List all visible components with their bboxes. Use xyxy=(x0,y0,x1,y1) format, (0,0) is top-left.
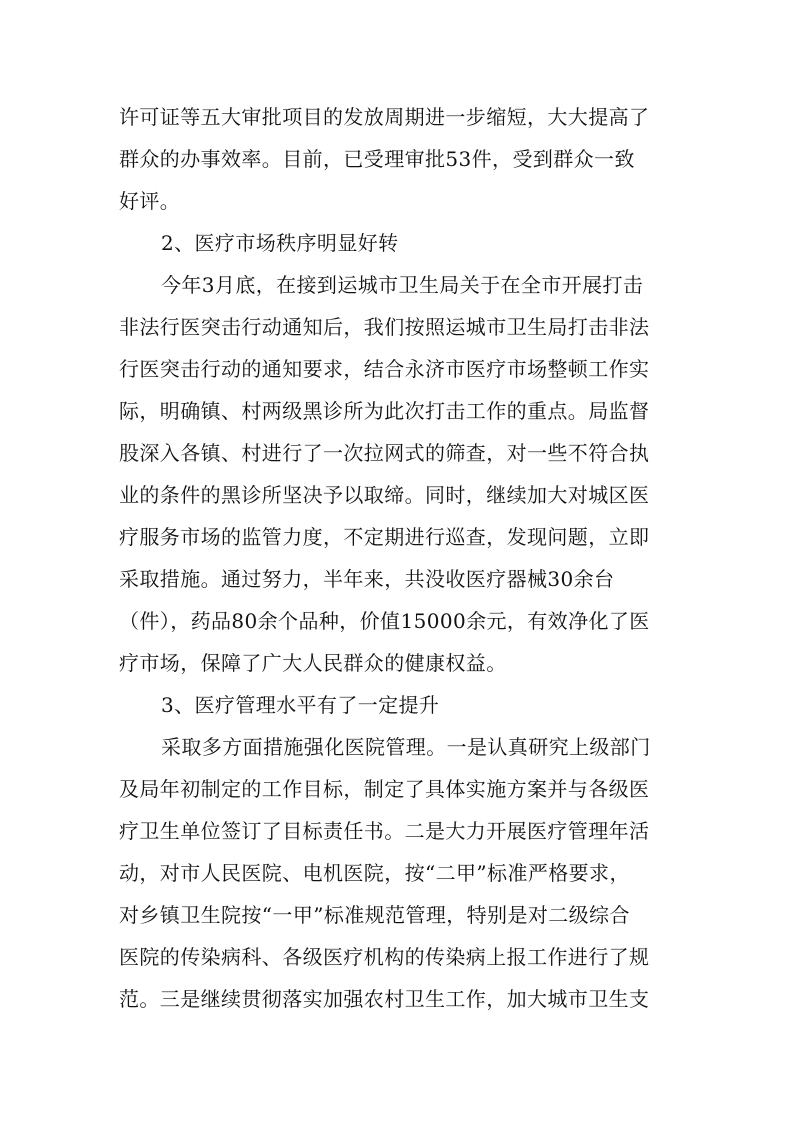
body-text-line: 动，对市人民医院、电机医院，按“二甲”标准严格要求， xyxy=(119,861,630,885)
body-text-line: 群众的办事效率。目前，已受理审批53件，受到群众一致 xyxy=(119,147,635,171)
section-heading-3: 3、医疗管理水平有了一定提升 xyxy=(161,693,440,717)
body-text-line: 采取多方面措施强化医院管理。一是认真研究上级部门 xyxy=(161,735,651,759)
body-text-line: （件），药品80余个品种，价值15000余元，有效净化了医 xyxy=(119,609,650,633)
body-text-line: 及局年初制定的工作目标，制定了具体实施方案并与各级医 xyxy=(119,777,650,801)
body-text-line: 非法行医突击行动通知后，我们按照运城市卫生局打击非法 xyxy=(119,315,650,339)
body-text-line: 对乡镇卫生院按“一甲”标准规范管理，特别是对二级综合 xyxy=(119,903,630,927)
section-heading-2: 2、医疗市场秩序明显好转 xyxy=(161,231,399,255)
body-text-line: 今年3月底，在接到运城市卫生局关于在全市开展打击 xyxy=(161,273,644,297)
body-text-line: 业的条件的黑诊所坚决予以取缔。同时，继续加大对城区医 xyxy=(119,483,650,507)
body-text-line: 行医突击行动的通知要求，结合永济市医疗市场整顿工作实 xyxy=(119,357,650,381)
body-text-line: 疗卫生单位签订了目标责任书。二是大力开展医疗管理年活 xyxy=(119,819,650,843)
body-text-line: 采取措施。通过努力，半年来，共没收医疗器械30余台 xyxy=(119,567,615,591)
body-text-line: 疗市场，保障了广大人民群众的健康权益。 xyxy=(119,651,507,675)
body-text-line: 股深入各镇、村进行了一次拉网式的筛查，对一些不符合执 xyxy=(119,441,650,465)
body-text-line: 范。三是继续贯彻落实加强农村卫生工作，加大城市卫生支 xyxy=(119,987,650,1011)
body-text-line: 医院的传染病科、各级医疗机构的传染病上报工作进行了规 xyxy=(119,945,650,969)
body-text-line: 好评。 xyxy=(119,189,181,213)
document-body xyxy=(119,96,679,1020)
body-text-line: 疗服务市场的监管力度，不定期进行巡查，发现问题，立即 xyxy=(119,525,650,549)
body-text-line: 际，明确镇、村两级黑诊所为此次打击工作的重点。局监督 xyxy=(119,399,650,423)
body-text-line: 许可证等五大审批项目的发放周期进一步缩短，大大提高了 xyxy=(119,105,650,129)
